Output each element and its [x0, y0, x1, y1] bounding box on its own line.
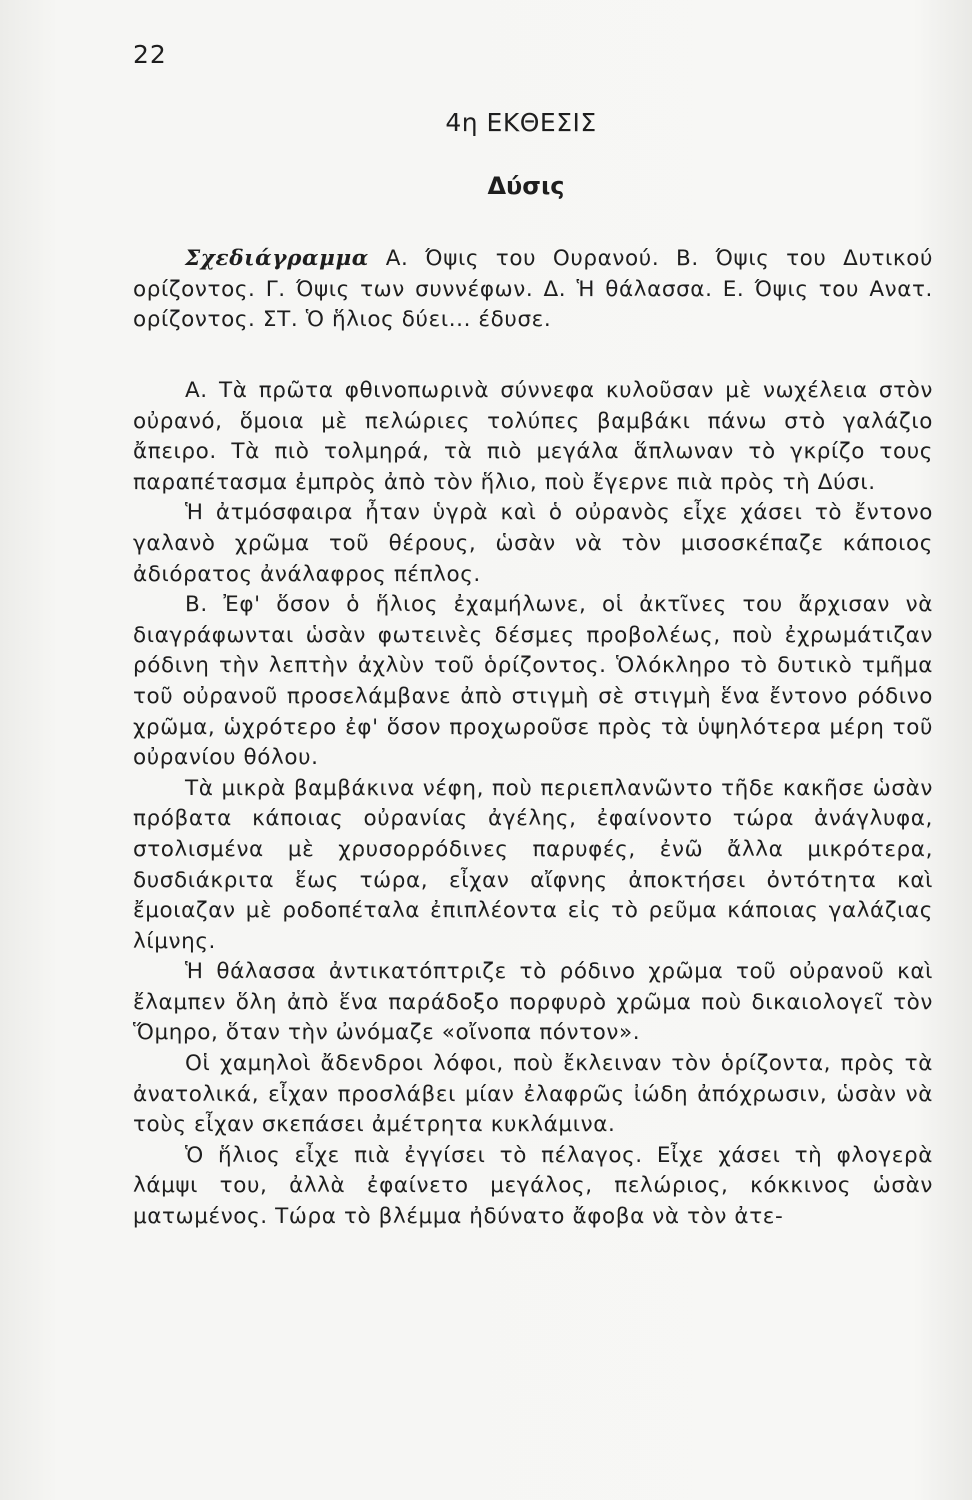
paragraph: Β. Ἐφ' ὅσον ὁ ἥλιος ἐχαμήλωνε, οἱ ἀκτῖνες του ἄρχισαν νὰ διαγράφωνται ὡσὰν φωτεινὲς δέσμες προβολέως, ποὺ ἐχρωμάτιζαν ρόδινη τὴν λεπτὴν ἀχλὺν τοῦ ὁρίζοντος. Ὁλόκληρο τὸ δυτικὸ τμῆμα τοῦ οὐρανοῦ προσελάμβανε ἀπὸ στιγμὴ σὲ στιγμὴ ἕνα ἔντονο ρόδινο χρῶμα, ὡχρότερο ἐφ' ὅσον προχωροῦσε πρὸς τὰ ὑψηλότερα μέρη τοῦ οὐρανίου θόλου.: [133, 592, 933, 771]
chapter-title: 4η ΕΚΘΕΣΙΣ: [445, 108, 597, 137]
essay-body: [133, 376, 933, 1233]
paragraph: Ὁ ἥλιος εἶχε πιὰ ἐγγίσει τὸ πέλαγος. Εἶχε χάσει τὴ φλογερὰ λάμψι του, ἀλλὰ ἐφαίνετο μεγάλος, πελώριος, κόκκινος ὡσὰν ματωμένος. Τώρα τὸ βλέμμα ἠδύνατο ἄφοβα νὰ τὸν ἀτε-: [133, 1142, 933, 1230]
outline-label: Σχεδιάγραμμα: [185, 246, 369, 271]
page-number: 22: [133, 40, 167, 69]
essay-title: Δύσις: [487, 172, 565, 200]
paragraph: Α. Τὰ πρῶτα φθινοπωρινὰ σύννεφα κυλοῦσαν μὲ νωχέλεια στὸν οὐρανό, ὅμοια μὲ πελώριες τολύπες βαμβάκι πάνω στὸ γαλάζιο ἄπειρο. Τὰ πιὸ τολμηρά, τὰ πιὸ μεγάλα ἅπλωναν τὸ γκρίζο τους παραπέτασμα ἐμπρὸς ἀπὸ τὸν ἥλιο, ποὺ ἔγερνε πιὰ πρὸς τὴ Δύσι.: [133, 378, 933, 495]
outline-section: [133, 244, 933, 336]
outline-paragraph: [133, 244, 933, 336]
outline-text: Α. Όψις του Ουρανού. Β. Όψις του Δυτικού ορίζοντος. Γ. Όψις των συννέφων. Δ. Ἡ θάλασσα. Ε. Όψις του Ανατ. ορίζοντος. ΣΤ. Ὁ ἥλιος δύει... έδυσε.: [133, 246, 934, 333]
paragraph: Οἱ χαμηλοὶ ἄδενδροι λόφοι, ποὺ ἔκλειναν τὸν ὁρίζοντα, πρὸς τὰ ἀνατολικά, εἶχαν προσλάβει μίαν ἐλαφρῶς ἰώδη ἀπόχρωσιν, ὡσὰν νὰ τοὺς εἶχαν σκεπάσει ἀμέτρητα κυκλάμινα.: [133, 1051, 933, 1138]
paragraph: Ἡ θάλασσα ἀντικατόπτριζε τὸ ρόδινο χρῶμα τοῦ οὐρανοῦ καὶ ἔλαμπεν ὅλη ἀπὸ ἕνα παράδοξο πορφυρὸ χρῶμα ποὺ δικαιολογεῖ τὸν Ὅμηρο, ὅταν τὴν ὠνόμαζε «οἴνοπα πόντον».: [133, 959, 933, 1046]
paragraph: Ἡ ἀτμόσφαιρα ἦταν ὑγρὰ καὶ ὁ οὐρανὸς εἶχε χάσει τὸ ἔντονο γαλανὸ χρῶμα τοῦ θέρους, ὡσὰν νὰ τὸν μισοσκέπαζε κάποιος ἀδιόρατος ἀνάλαφρος πέπλος.: [133, 500, 933, 587]
paragraph: Τὰ μικρὰ βαμβάκινα νέφη, ποὺ περιεπλανῶντο τῆδε κακῆσε ὡσὰν πρόβατα κάποιας οὐρανίας ἀγέλης, ἐφαίνοντο τώρα ἀνάγλυφα, στολισμένα μὲ χρυσορρόδινες παρυφές, ἐνῶ ἄλλα μικρότερα, δυσδιάκριτα ἕως τώρα, εἶχαν αἴφνης ἀποκτήσει ὀντότητα καὶ ἔμοιαζαν μὲ ροδοπέταλα ἐπιπλέοντα εἰς τὸ ρεῦμα κάποιας γαλάζιας λίμνης.: [133, 775, 933, 954]
